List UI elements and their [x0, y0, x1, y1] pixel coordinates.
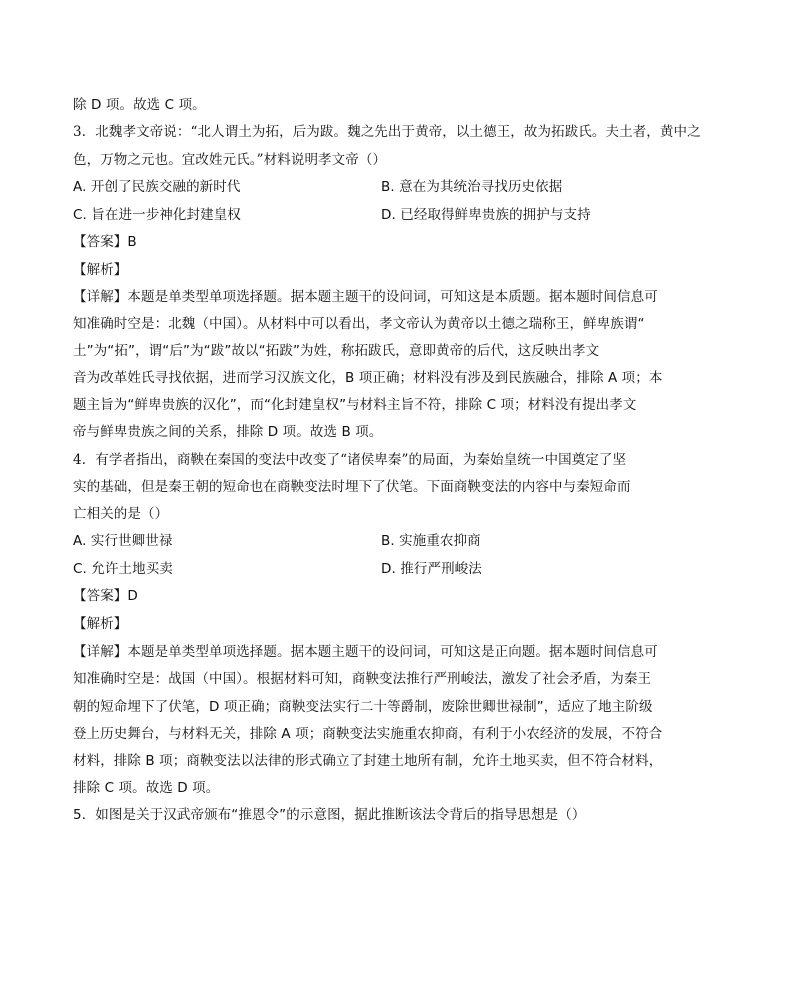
answer-label: 【答案】B [73, 234, 137, 250]
answer-label: 【答案】D [73, 588, 138, 604]
question-4-stem: 4．有学者指出，商鞅在秦国的变法中改变了“诸侯卑秦”的局面，为秦始皇统一中国奠定了坚 [73, 452, 627, 468]
analysis-label: 【解析】 [73, 262, 128, 278]
explanation-line: 知准确时空是：北魏（中国）。从材料中可以看出，孝文帝认为黄帝以土德之瑞称王，鲜卑族谓“ [73, 316, 645, 332]
option-b: B. 实施重农抑商 [381, 533, 481, 549]
question-3-stem: 3．北魏孝文帝说：“北人谓土为拓，后为跋。魏之先出于黄帝，以土德王，故为拓跋氏。夫土者，黄中之 [73, 124, 701, 140]
explanation-line: 【详解】本题是单类型单项选择题。据本题主题干的设问词，可知这是正向题。据本题时间信息可 [73, 644, 658, 660]
option-d: D. 已经取得鲜卑贵族的拥护与支持 [381, 207, 591, 223]
text-line: 除 D 项。故选 C 项。 [73, 97, 206, 113]
option-d: D. 推行严刑峻法 [381, 561, 482, 577]
explanation-line: 知准确时空是：战国（中国）。根据材料可知，商鞅变法推行严刑峻法，激发了社会矛盾，为秦王 [73, 671, 652, 687]
option-c: C. 允许土地买卖 [73, 561, 173, 577]
explanation-line: 题主旨为“鲜卑贵族的汉化”，而“化封建皇权”与材料主旨不符，排除 C 项；材料没有提出孝文 [73, 397, 637, 413]
explanation-line: 【详解】本题是单类型单项选择题。据本题主题干的设问词，可知这是本质题。据本题时间信息可 [73, 289, 658, 305]
question-3-stem-cont: 色，万物之元也。宜改姓元氏。”材料说明孝文帝（） [73, 152, 387, 168]
explanation-line: 材料，排除 B 项；商鞅变法以法律的形式确立了封建土地所有制，允许土地买卖，但不符合材料， [73, 753, 663, 769]
option-c: C. 旨在进一步神化封建皇权 [73, 207, 241, 223]
explanation-line: 土”为“拓”，谓“后”为“跋”故以“拓跋”为姓，称拓跋氏，意即黄帝的后代，这反映出孝文 [73, 343, 600, 359]
explanation-line: 音为改革姓氏寻找依据，进而学习汉族文化，B 项正确；材料没有涉及到民族融合，排除 A 项；本 [73, 370, 663, 386]
question-4-stem-cont: 亡相关的是（） [73, 506, 169, 522]
option-b: B. 意在为其统治寻找历史依据 [381, 179, 563, 195]
analysis-label: 【解析】 [73, 616, 128, 632]
option-a: A. 实行世卿世禄 [73, 533, 173, 549]
explanation-line: 帝与鲜卑贵族之间的关系，排除 D 项。故选 B 项。 [73, 424, 383, 440]
explanation-line: 排除 C 项。故选 D 项。 [73, 780, 220, 796]
explanation-line: 朝的短命埋下了伏笔，D 项正确；商鞅变法实行二十等爵制，废除世卿世禄制”，适应了地主阶级 [73, 699, 653, 715]
explanation-line: 登上历史舞台，与材料无关，排除 A 项；商鞅变法实施重农抑商，有利于小农经济的发展，不符合 [73, 726, 663, 742]
question-5-stem: 5．如图是关于汉武帝颁布“推恩令”的示意图，据此推断该法令背后的指导思想是（） [73, 807, 586, 823]
question-4-stem-cont: 实的基础，但是秦王朝的短命也在商鞅变法时埋下了伏笔。下面商鞅变法的内容中与秦短命而 [73, 479, 631, 495]
option-a: A. 开创了民族交融的新时代 [73, 179, 241, 195]
